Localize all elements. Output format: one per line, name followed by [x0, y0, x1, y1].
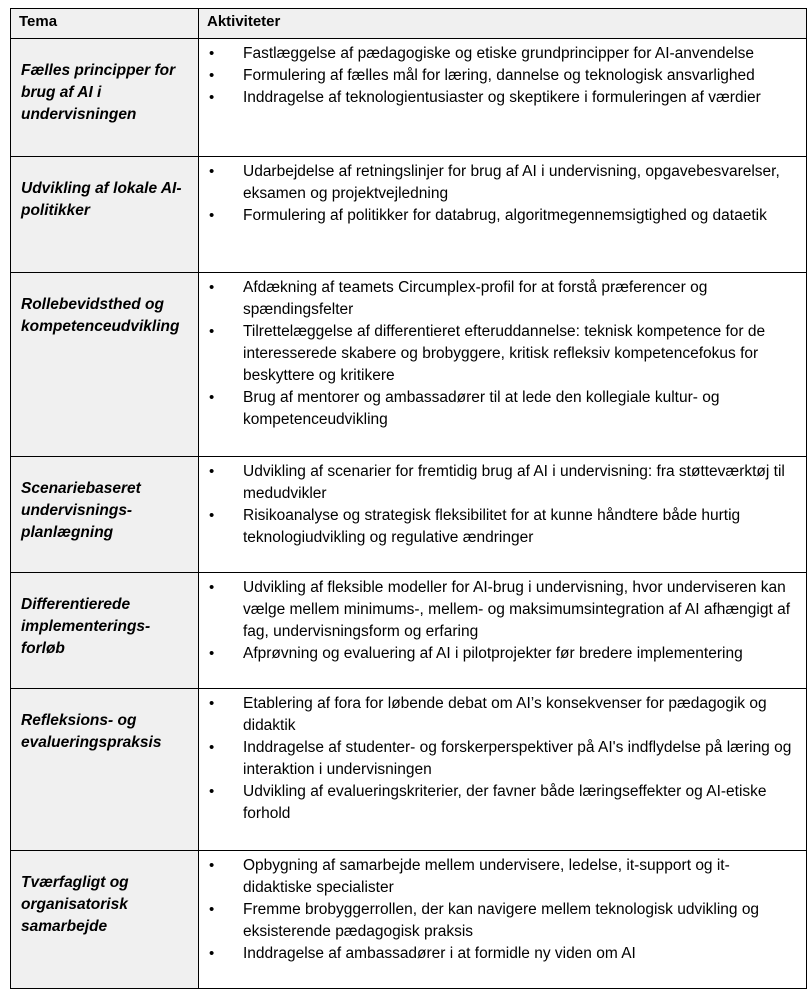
activity-list: [199, 461, 798, 549]
header-activities: Aktiviteter: [199, 9, 807, 39]
activities-cell: [199, 573, 807, 689]
activity-item: • Udarbejdelse af retningslinjer for brug af AI i undervisning, opgavebesvarelser, eksamen og projektvejledning: [215, 161, 798, 205]
table-header-row: [11, 9, 807, 39]
activity-list: [199, 693, 798, 825]
theme-activities-table: [10, 8, 807, 989]
activities-cell: [199, 273, 807, 457]
activity-item: • Fremme brobyggerrollen, der kan navigere mellem teknologisk udvikling og eksisterende pædagogisk praksis: [215, 899, 798, 943]
activity-item: • Formulering af fælles mål for læring, dannelse og teknologisk ansvarlighed: [215, 65, 798, 87]
activity-item: • Etablering af fora for løbende debat om AI’s konsekvenser for pædagogik og didaktik: [215, 693, 798, 737]
theme-cell: Fælles principper for brug af AI i undervisningen: [11, 39, 199, 157]
activity-item: • Afdækning af teamets Circumplex-profil for at forstå præferencer og spændingsfelter: [215, 277, 798, 321]
activity-item: • Brug af mentorer og ambassadører til at lede den kollegiale kultur- og kompetenceudvikling: [215, 387, 798, 431]
table-row: [11, 851, 807, 989]
activity-item: • Opbygning af samarbejde mellem undervisere, ledelse, it-support og it-didaktiske specialister: [215, 855, 798, 899]
theme-cell: Scenariebaseret undervisnings-planlægning: [11, 457, 199, 573]
activity-item: • Udvikling af evalueringskriterier, der favner både læringseffekter og AI-etiske forhold: [215, 781, 798, 825]
activity-item: • Inddragelse af ambassadører i at formidle ny viden om AI: [215, 943, 798, 965]
activity-item: • Tilrettelæggelse af differentieret efteruddannelse: teknisk kompetence for de interesserede skabere og brobyggere, kritisk refleksiv kompetencefokus for beskyttere og kritikere: [215, 321, 798, 387]
table-row: [11, 457, 807, 573]
table-row: [11, 273, 807, 457]
activity-list: [199, 855, 798, 965]
activity-item: • Risikoanalyse og strategisk fleksibilitet for at kunne håndtere både hurtig teknologiudvikling og regulative ændringer: [215, 505, 798, 549]
activity-item: • Fastlæggelse af pædagogiske og etiske grundprincipper for AI-anvendelse: [215, 43, 798, 65]
header-theme: Tema: [11, 9, 199, 39]
theme-cell: Differentierede implementerings-forløb: [11, 573, 199, 689]
activity-item: • Inddragelse af teknologientusiaster og skeptikere i formuleringen af værdier: [215, 87, 798, 109]
activities-cell: [199, 851, 807, 989]
activity-list: [199, 161, 798, 227]
activities-cell: [199, 689, 807, 851]
theme-cell: Refleksions- og evalueringspraksis: [11, 689, 199, 851]
activity-item: • Afprøvning og evaluering af AI i pilotprojekter før bredere implementering: [215, 643, 798, 665]
activity-item: • Inddragelse af studenter- og forskerperspektiver på AI's indflydelse på læring og interaktion i undervisningen: [215, 737, 798, 781]
activities-cell: [199, 39, 807, 157]
table-row: [11, 689, 807, 851]
activity-item: • Udvikling af scenarier for fremtidig brug af AI i undervisning: fra støtteværktøj til medudvikler: [215, 461, 798, 505]
activities-cell: [199, 157, 807, 273]
theme-cell: Tværfagligt og organisatorisk samarbejde: [11, 851, 199, 989]
table-row: [11, 39, 807, 157]
table-row: [11, 573, 807, 689]
table-row: [11, 157, 807, 273]
theme-cell: Udvikling af lokale AI-politikker: [11, 157, 199, 273]
activities-cell: [199, 457, 807, 573]
activity-list: [199, 43, 798, 109]
activity-list: [199, 577, 798, 665]
activity-item: • Udvikling af fleksible modeller for AI-brug i undervisning, hvor underviseren kan vælge mellem minimums-, mellem- og maksimumsintegration af AI afhængigt af fag, undervisningsform og erfaring: [215, 577, 798, 643]
activity-list: [199, 277, 798, 431]
theme-cell: Rollebevidsthed og kompetenceudvikling: [11, 273, 199, 457]
activity-item: • Formulering af politikker for databrug, algoritmegennemsigtighed og dataetik: [215, 205, 798, 227]
